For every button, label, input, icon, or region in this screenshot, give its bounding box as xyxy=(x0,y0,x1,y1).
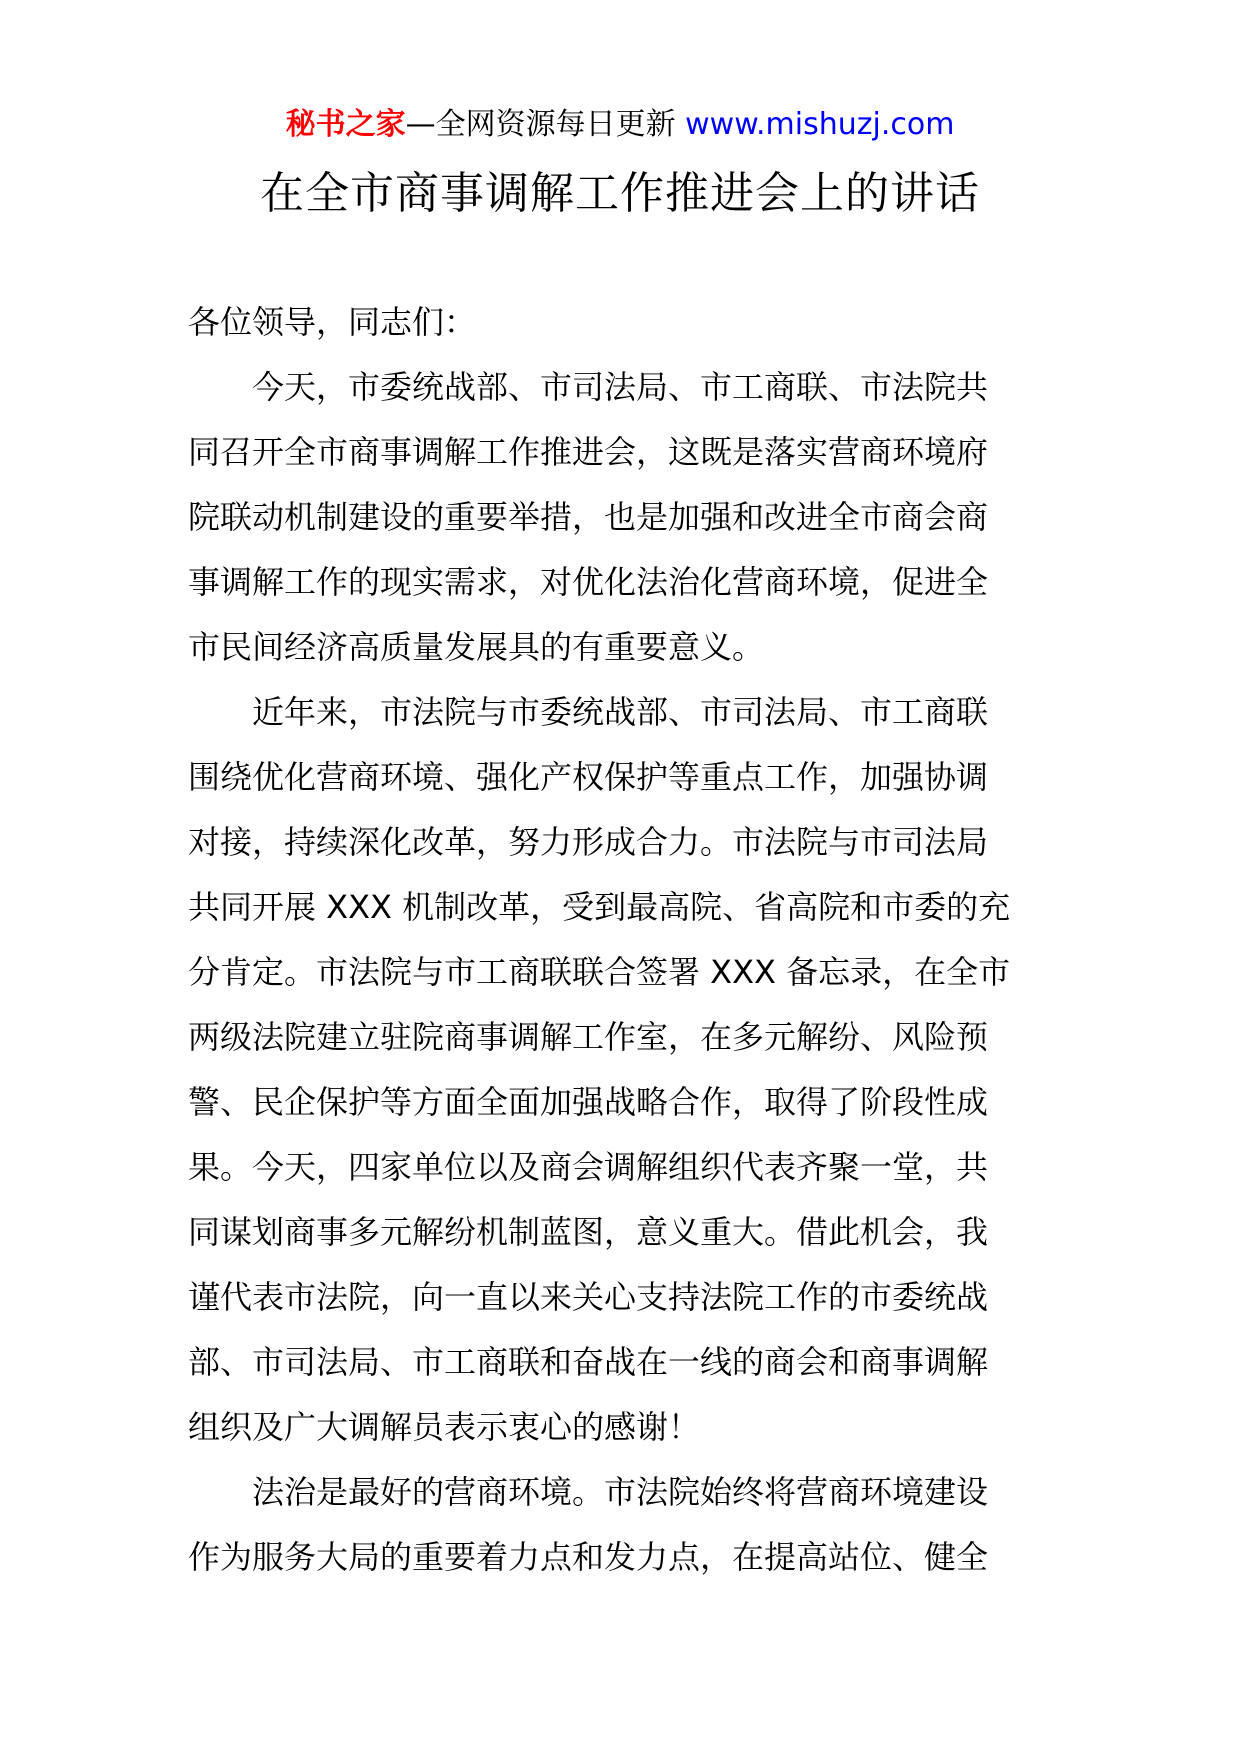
site-url-link[interactable]: www.mishuzj.com xyxy=(685,107,955,142)
paragraph-line: 今天，市委统战部、市司法局、市工商联、市法院共 xyxy=(252,368,989,406)
paragraph-line: 院联动机制建设的重要举措，也是加强和改进全市商会商 xyxy=(188,498,989,536)
paragraph-line: 围绕优化营商环境、强化产权保护等重点工作，加强协调 xyxy=(188,758,989,796)
header-tagline: —全网资源每日更新 xyxy=(405,107,676,142)
salutation: 各位领导，同志们： xyxy=(188,303,477,341)
paragraph-line: 果。今天，四家单位以及商会调解组织代表齐聚一堂，共 xyxy=(188,1148,989,1186)
paragraph-line: 对接，持续深化改革，努力形成合力。市法院与市司法局 xyxy=(188,823,989,861)
paragraph-line: 警、民企保护等方面全面加强战略合作，取得了阶段性成 xyxy=(188,1083,989,1121)
paragraph-line: 近年来，市法院与市委统战部、市司法局、市工商联 xyxy=(252,693,989,731)
paragraph-line: 部、市司法局、市工商联和奋战在一线的商会和商事调解 xyxy=(188,1343,989,1381)
paragraph-line: 分肯定。市法院与市工商联联合签署 XXX 备忘录，在全市 xyxy=(188,953,1011,991)
document-title: 在全市商事调解工作推进会上的讲话 xyxy=(260,168,980,219)
paragraph-line: 市民间经济高质量发展具的有重要意义。 xyxy=(188,628,765,666)
paragraph-line: 两级法院建立驻院商事调解工作室，在多元解纷、风险预 xyxy=(188,1018,989,1056)
paragraph-line: 谨代表市法院，向一直以来关心支持法院工作的市委统战 xyxy=(188,1278,989,1316)
paragraph-2 xyxy=(188,680,1058,1460)
paragraph-3 xyxy=(188,1460,1058,1590)
brand-name: 秘书之家 xyxy=(285,107,406,142)
paragraph-line: 作为服务大局的重要着力点和发力点，在提高站位、健全 xyxy=(188,1538,989,1576)
document-body xyxy=(188,290,1058,1590)
paragraph-line: 同召开全市商事调解工作推进会，这既是落实营商环境府 xyxy=(188,433,989,471)
paragraph-line: 共同开展 XXX 机制改革，受到最高院、省高院和市委的充 xyxy=(188,888,1011,926)
site-header xyxy=(0,103,1240,147)
paragraph-line: 事调解工作的现实需求，对优化法治化营商环境，促进全 xyxy=(188,563,989,601)
paragraph-1 xyxy=(188,355,1058,680)
paragraph-line: 组织及广大调解员表示衷心的感谢！ xyxy=(188,1408,701,1446)
paragraph-line: 同谋划商事多元解纷机制蓝图，意义重大。借此机会，我 xyxy=(188,1213,989,1251)
paragraph-line: 法治是最好的营商环境。市法院始终将营商环境建设 xyxy=(252,1473,989,1511)
